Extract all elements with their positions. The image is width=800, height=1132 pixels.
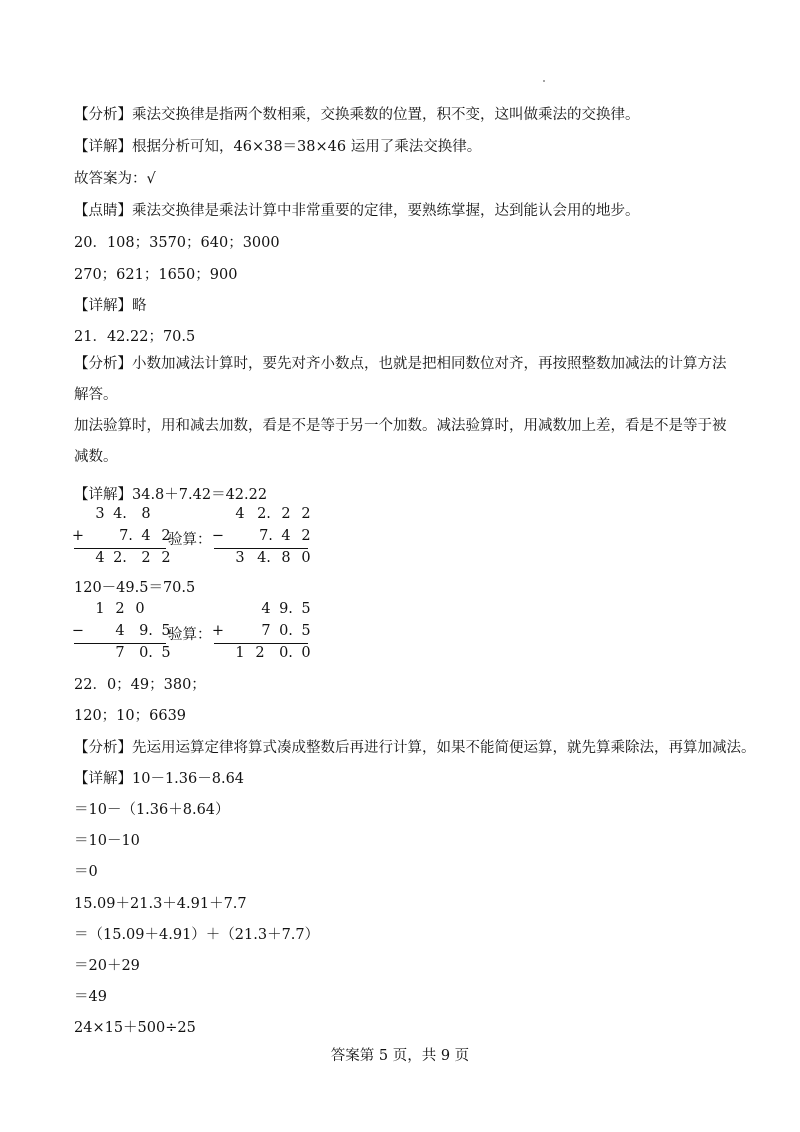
digit: 2: [161, 550, 171, 566]
digit: 5: [161, 645, 171, 661]
operator: +: [71, 528, 85, 544]
digit: 7: [261, 623, 271, 639]
digit: 5: [301, 623, 311, 639]
vertical-check-1: [211, 506, 311, 570]
sum-line: [214, 643, 308, 644]
digit: 2: [301, 506, 311, 522]
check-label: 验算：: [168, 627, 212, 643]
digit: 0: [301, 645, 311, 661]
analysis-line-2: 【分析】先运用运算定律将算式凑成整数后再进行计算，如果不能简便运算，就先算乘除法，再算加减法。: [74, 740, 756, 756]
answer-20-line-2: 270；621；1650；900: [74, 267, 238, 283]
digit: 4.: [257, 550, 271, 566]
digit: 7.: [259, 528, 273, 544]
digit: 1: [235, 645, 245, 661]
digit: 4: [141, 528, 151, 544]
detail-line-2: 【详解】略: [74, 298, 147, 314]
step-line: ＝20＋29: [74, 958, 140, 974]
difference-line: [214, 548, 308, 549]
difference-line: [74, 643, 166, 644]
digit: 2: [281, 506, 291, 522]
digit: 1: [95, 601, 105, 617]
operator: −: [211, 528, 225, 544]
digit: 8: [281, 550, 291, 566]
digit: 5: [161, 623, 171, 639]
digit: 3: [235, 550, 245, 566]
digit: 0: [301, 550, 311, 566]
sum-line: [74, 548, 166, 549]
answer-22-line-2: 120；10；6639: [74, 708, 187, 724]
digit: 3: [95, 506, 105, 522]
comment-line: 【点睛】乘法交换律是乘法计算中非常重要的定律，要熟练掌握，达到能认会用的地步。: [74, 203, 640, 219]
digit: 0.: [279, 623, 293, 639]
analysis-paragraph-1: 【分析】小数加减法计算时，要先对齐小数点，也就是把相同数位对齐，再按照整数加减法的计算方法解答。: [74, 356, 727, 403]
step-line: ＝（15.09＋4.91）＋（21.3＋7.7）: [74, 927, 320, 943]
digit: 4: [235, 506, 245, 522]
expression-line: 24×15＋500÷25: [74, 1020, 196, 1036]
operator: −: [71, 623, 85, 639]
answer-20-line-1: 20．108；3570；640；3000: [74, 235, 280, 251]
digit: 0.: [139, 645, 153, 661]
digit: 2: [255, 645, 265, 661]
step-line: ＝10－（1.36＋8.64）: [74, 802, 230, 818]
vertical-check-2: [211, 601, 311, 665]
expression-line: 15.09＋21.3＋4.91＋7.7: [74, 896, 247, 912]
digit: 4: [281, 528, 291, 544]
detail-line-4: 【详解】10－1.36－8.64: [74, 771, 245, 787]
digit: 9.: [279, 601, 293, 617]
digit: 5: [301, 601, 311, 617]
digit: 4: [261, 601, 271, 617]
step-line: ＝10－10: [74, 833, 140, 849]
answer-line: 故答案为：√: [74, 171, 156, 187]
digit: 2: [115, 601, 125, 617]
digit: 4.: [113, 506, 127, 522]
digit: 8: [141, 506, 151, 522]
vertical-calc-2: [71, 601, 171, 665]
operator: +: [211, 623, 225, 639]
digit: 9.: [139, 623, 153, 639]
detail-line-1: 【详解】根据分析可知，46×38＝38×46 运用了乘法交换律。: [74, 139, 482, 155]
digit: 2: [141, 550, 151, 566]
digit: 4: [95, 550, 105, 566]
digit: 2: [301, 528, 311, 544]
analysis-paragraph-2: 加法验算时，用和减去加数，看是不是等于另一个加数。减法验算时，用减数加上差，看是不是等于被减数。: [74, 418, 727, 465]
scan-dot: [543, 80, 545, 82]
digit: 4: [115, 623, 125, 639]
digit: 2.: [257, 506, 271, 522]
analysis-line-1: 【分析】乘法交换律是指两个数相乘，交换乘数的位置，积不变，这叫做乘法的交换律。: [74, 107, 640, 123]
digit: 7.: [119, 528, 133, 544]
digit: 0.: [279, 645, 293, 661]
detail-line-3: 【详解】34.8＋7.42＝42.22: [74, 487, 268, 503]
answer-22-line-1: 22．0；49；380；: [74, 677, 206, 693]
page-footer: 答案第 5 页，共 9 页: [330, 1048, 470, 1064]
digit: 2.: [113, 550, 127, 566]
vertical-calc-1: [71, 506, 171, 570]
digit: 7: [115, 645, 125, 661]
digit: 2: [161, 528, 171, 544]
digit: 0: [135, 601, 145, 617]
step-line: ＝0: [74, 864, 98, 880]
check-label: 验算：: [168, 532, 212, 548]
step-line: ＝49: [74, 989, 107, 1005]
equation-line: 120－49.5＝70.5: [74, 580, 196, 596]
answer-21-line: 21．42.22；70.5: [74, 329, 196, 345]
